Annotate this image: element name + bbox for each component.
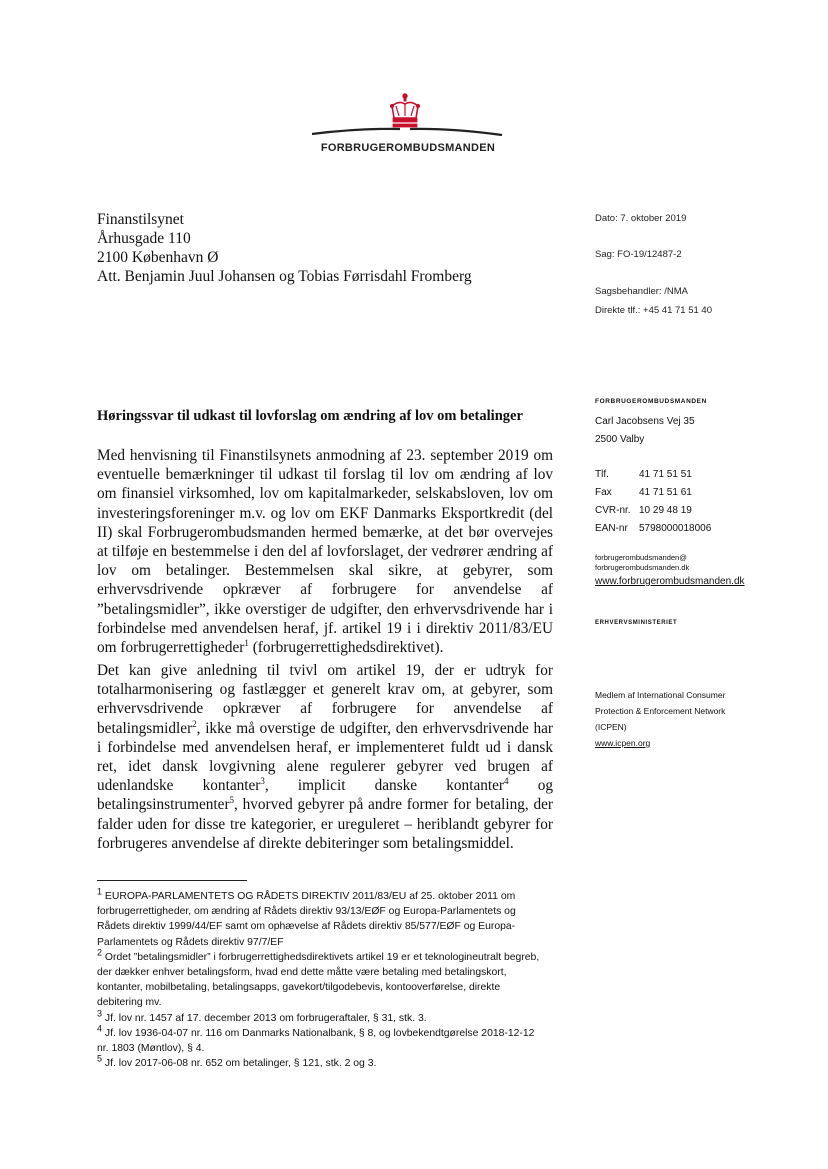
icpen-line: Medlem af International Consumer (595, 690, 726, 700)
footnote-ref: 2 (192, 718, 197, 729)
paragraph-text: og betalingsinstrumenter (97, 777, 553, 814)
footnote-mark: 5 (97, 1053, 103, 1064)
recipient-address (97, 210, 472, 286)
address-line: Att. Benjamin Juul Johansen og Tobias Førrisdahl Fromberg (97, 268, 472, 285)
footnote (97, 1053, 547, 1071)
email-line-2[interactable]: forbrugerombudsmanden.dk (595, 563, 690, 572)
footnote-mark: 3 (97, 1008, 103, 1019)
paragraph-text: , implicit danske kontanter (264, 777, 505, 795)
sender-ean (595, 523, 711, 534)
footnote-text: Jf. lov nr. 1457 af 17. december 2013 om forbrugeraftaler, § 31, stk. 3. (102, 1012, 427, 1024)
footnote-ref: 4 (504, 776, 509, 787)
case-number: Sag: FO-19/12487-2 (595, 249, 682, 260)
footnote-text: Jf. lov 2017-06-08 nr. 652 om betalinger, § 121, stk. 2 og 3. (102, 1058, 377, 1070)
footnote (97, 1023, 547, 1056)
footnote-ref: 5 (229, 795, 235, 806)
address-line: Århusgade 110 (97, 230, 191, 247)
footnote (97, 886, 547, 950)
footnote-mark: 1 (97, 886, 103, 897)
icpen-website-link[interactable]: www.icpen.org (595, 738, 651, 748)
footnote (97, 947, 547, 1011)
phone-label: Tlf. (595, 469, 609, 480)
direct-phone: Direkte tlf.: +45 41 71 51 40 (595, 305, 712, 316)
footnote (97, 1008, 547, 1026)
crown-icon (300, 92, 510, 142)
icpen-line: Protection & Enforcement Network (595, 706, 726, 716)
paragraph-text: Med henvisning til Finanstilsynets anmodning af 23. september 2019 om eventuelle bemærkninger til udkast til forslag til lov om ændring af lov om finansiel virksomhed, lov om kapitalmarkeder, selskabsloven, lov om investeringsforeninger m.v. og lov om EKF Danmarks Eksportkredit (del II) skal Forbrugerombudsmanden hermed bemærke, at det bør overvejes at tilføje en bestemmelse i den del af lovforslaget, der vedrører ændring af lov om betalinger. Bestemmelsen skal sikre, at gebyrer, som erhvervsdrivende opkræver af forbrugere for anvendelse af ”betalingsmidler”, ikke overstiger de udgifter, den erhvervsdrivende har i forbindelse med anvendelsen heraf, jf. artikel 19 i i direktiv 2011/83/EU om forbrugerrettigheder (97, 447, 553, 657)
phone-value: 41 71 51 51 (639, 469, 692, 480)
website-link[interactable]: www.forbrugerombudsmanden.dk (595, 576, 745, 587)
footnote-text: Ordet ”betalingsmidler” i forbrugerrettighedsdirektivets artikel 19 er et teknologineutralt begreb, der dækker enhver betalingsform, hvad end dette måtte være betaling med betalingskort, kontanter, mobilbetaling, betalingsapps, gavekort/tilgodebevis, kontooverførelse, direkte debitering mv. (97, 951, 540, 1009)
letter-heading: Høringssvar til udkast til lovforslag om ændring af lov om betalinger (97, 408, 523, 424)
cvr-label: CVR-nr. (595, 505, 631, 516)
sender-name: FORBRUGEROMBUDSMANDEN (595, 398, 707, 405)
fax-value: 41 71 51 61 (639, 487, 692, 498)
email-line-1[interactable]: forbrugerombudsmanden@ (595, 553, 687, 562)
paragraph-2 (97, 661, 553, 853)
logo-wordmark: FORBRUGEROMBUDSMANDEN (320, 142, 496, 154)
sender-fax (595, 487, 692, 498)
logo (300, 92, 510, 162)
ean-label: EAN-nr (595, 523, 628, 534)
footnote-ref: 1 (244, 637, 249, 648)
paragraph-1 (97, 446, 553, 657)
footnote-text: EUROPA-PARLAMENTETS OG RÅDETS DIREKTIV 2011/83/EU af 25. oktober 2011 om forbrugerrettigheder, om ændring af Rådets direktiv 93/13/EØF og Europa-Parlamentets og Rådets direktiv 1999/44/EF samt om ophævelse af Rådets direktiv 85/577/EØF og Europa-Parlamentets og Rådets direktiv 97/7/EF (97, 891, 516, 948)
address-line: Finanstilsynet (97, 211, 184, 228)
fax-label: Fax (595, 487, 612, 498)
ministry-name: ERHVERVSMINISTERIET (595, 620, 678, 626)
sender-street: Carl Jacobsens Vej 35 (595, 416, 695, 427)
letter-date: Dato: 7. oktober 2019 (595, 213, 687, 224)
footnote-text: Jf. lov 1936-04-07 nr. 116 om Danmarks Nationalbank, § 8, og lovbekendtgørelse 2018-12-12 nr. 1803 (Møntlov), § 4. (97, 1027, 535, 1055)
paragraph-text: , hvorved gebyrer på andre former for betaling, der falder uden for disse tre kategorier, er ureguleret – heriblandt gebyrer for forbrugeres anvendelse af direkte debiteringer som betalingsmiddel. (97, 796, 553, 852)
cvr-value: 10 29 48 19 (639, 505, 692, 516)
footnote-ref: 3 (260, 776, 265, 787)
paragraph-text: (forbrugerrettighedsdirektivet). (248, 639, 444, 657)
icpen-line: (ICPEN) (595, 722, 627, 732)
paragraph-text: Det kan give anledning til tvivl om artikel 19, der er udtryk for totalharmonisering og fastlægger et generelt krav om, at gebyrer, som erhvervsdrivende opkræver af forbrugere for anvendelse af betalingsmidler (97, 662, 553, 737)
sender-city: 2500 Valby (595, 434, 645, 445)
footnote-divider (97, 880, 247, 881)
case-handler: Sagsbehandler: /NMA (595, 286, 688, 297)
footnotes (97, 886, 547, 1071)
sender-cvr (595, 505, 692, 516)
footnote-mark: 4 (97, 1023, 103, 1034)
paragraph-text: , ikke må overstige de udgifter, den erhvervsdrivende har i forbindelse med anvendelsen heraf, er implementeret fuldt ud i dansk ret, idet dansk lovgivning alene regulerer gebyrer ved brugen af udenlandske kontanter (97, 719, 553, 795)
footnote-mark: 2 (97, 947, 103, 958)
sender-phone (595, 469, 692, 480)
ean-value: 5798000018006 (639, 523, 712, 534)
address-line: 2100 København Ø (97, 249, 219, 266)
